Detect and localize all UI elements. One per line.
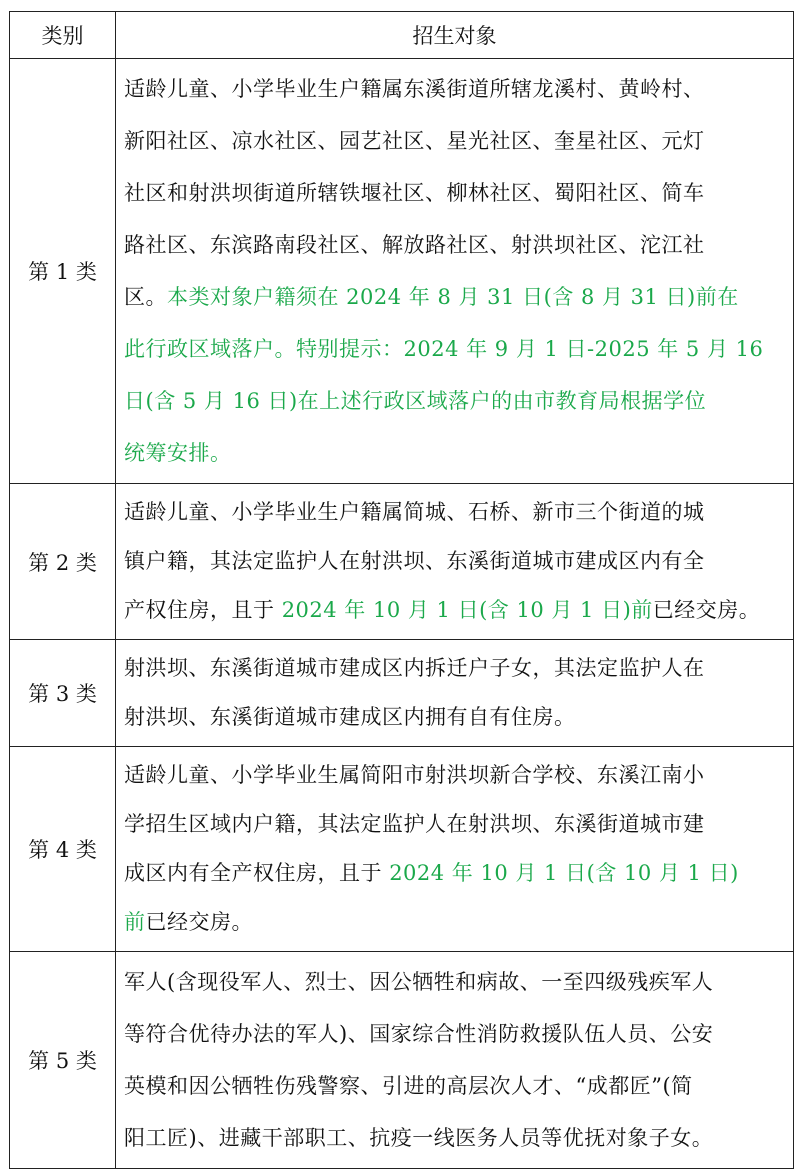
category-cell: 第 2 类 [10,484,116,640]
enrollment-table [9,11,794,1169]
body-text: 已经交房。 [652,598,761,622]
body-text: 射洪坝、东溪街道城市建成区内拆迁户子女，其法定监护人在 [124,656,705,680]
body-text: 镇户籍，其法定监护人在射洪坝、东溪街道城市建成区内有全 [124,549,705,573]
table-row [10,484,794,640]
highlighted-text: 前 [124,910,146,934]
table-row [10,640,794,747]
body-text: 等符合优待办法的军人)、国家综合性消防救援队伍人员、公安 [124,1022,714,1046]
highlighted-text: 日(含 5 月 16 日)在上述行政区域落户的由市教育局根据学位 [124,389,707,413]
header-target: 招生对象 [116,12,794,59]
content-line [124,115,787,167]
content-line [124,271,787,323]
content-line [124,1060,787,1112]
category-cell: 第 4 类 [10,747,116,952]
content-cell [116,952,794,1169]
content-line [124,898,787,947]
body-text: 阳工匠)、进藏干部职工、抗疫一线医务人员等优抚对象子女。 [124,1126,714,1150]
content-cell [116,640,794,747]
highlighted-text: 本类对象户籍须在 2024 年 8 月 31 日(含 8 月 31 日)前在 [167,285,739,309]
body-text: 军人(含现役军人、烈士、因公牺牲和病故、一至四级残疾军人 [124,970,714,994]
category-cell: 第 5 类 [10,952,116,1169]
body-text: 社区和射洪坝街道所辖铁堰社区、柳林社区、蜀阳社区、简车 [124,181,705,205]
body-text: 射洪坝、东溪街道城市建成区内拥有自有住房。 [124,705,576,729]
content-line [124,1112,787,1164]
table-row [10,59,794,484]
content-line [124,427,787,479]
body-text: 产权住房，且于 [124,598,282,622]
content-line [124,1008,787,1060]
table-row [10,747,794,952]
category-cell: 第 1 类 [10,59,116,484]
highlighted-text: 2024 年 10 月 1 日(含 10 月 1 日) [389,861,739,885]
content-line [124,63,787,115]
content-line [124,323,787,375]
content-cell [116,484,794,640]
content-line [124,537,787,586]
header-row [10,12,794,59]
body-text: 适龄儿童、小学毕业生户籍属简城、石桥、新市三个街道的城 [124,500,705,524]
body-text: 英模和因公牺牲伤残警察、引进的高层次人才、“成都匠”(简 [124,1074,693,1098]
content-line [124,956,787,1008]
content-line [124,219,787,271]
content-cell [116,59,794,484]
content-line [124,167,787,219]
highlighted-text: 此行政区域落户。特别提示：2024 年 9 月 1 日-2025 年 5 月 16 [124,337,764,361]
content-line [124,849,787,898]
body-text: 成区内有全产权住房，且于 [124,861,390,885]
content-cell [116,747,794,952]
body-text: 适龄儿童、小学毕业生属简阳市射洪坝新合学校、东溪江南小 [124,763,705,787]
highlighted-text: 统筹安排。 [124,441,232,465]
body-text: 学招生区域内户籍，其法定监护人在射洪坝、东溪街道城市建 [124,812,705,836]
content-line [124,488,787,537]
highlighted-text: 2024 年 10 月 1 日(含 10 月 1 日)前 [281,598,653,622]
body-text: 已经交房。 [145,910,253,934]
body-text: 区。 [124,285,167,309]
header-category: 类别 [10,12,116,59]
body-text: 适龄儿童、小学毕业生户籍属东溪街道所辖龙溪村、黄岭村、 [124,77,705,101]
category-cell: 第 3 类 [10,640,116,747]
content-line [124,693,787,742]
body-text: 新阳社区、凉水社区、园艺社区、星光社区、奎星社区、元灯 [124,129,705,153]
content-line [124,375,787,427]
content-line [124,800,787,849]
content-line [124,751,787,800]
body-text: 路社区、东滨路南段社区、解放路社区、射洪坝社区、沱江社 [124,233,705,257]
content-line [124,586,787,635]
content-line [124,644,787,693]
table-row [10,952,794,1169]
